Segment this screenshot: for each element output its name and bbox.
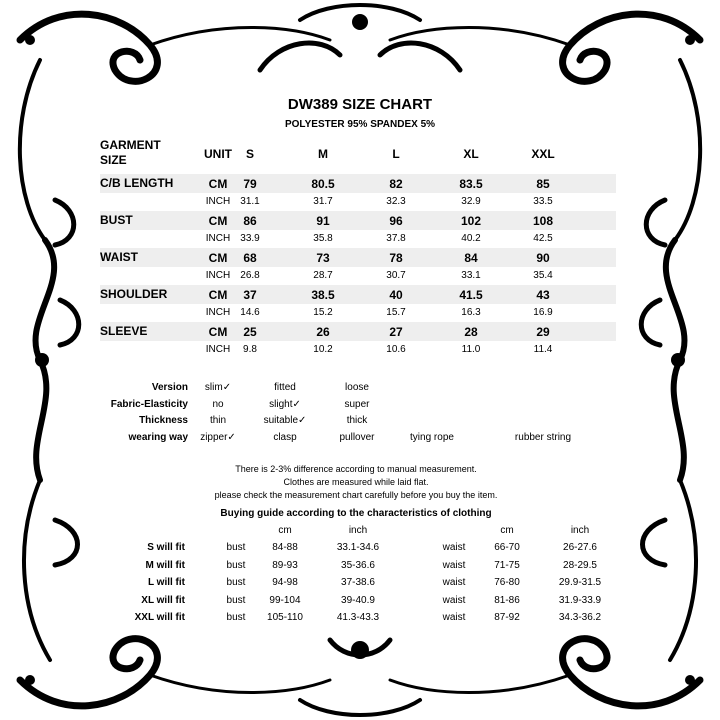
unit-cm: CM (208, 177, 228, 191)
attribute-option-selected: suitable✓ (263, 415, 307, 426)
size-header-xxl: XXL (531, 147, 555, 161)
note-line: please check the measurement chart carefully before you buy the item. (214, 490, 498, 500)
cm-value: 38.5 (311, 288, 335, 302)
inch-value: 40.2 (461, 233, 481, 244)
attribute-option: clasp (273, 431, 297, 443)
unit-inch: INCH (205, 270, 231, 281)
cm-value: 85 (536, 177, 550, 191)
attribute-option: super (344, 398, 370, 410)
inch-value: 15.2 (313, 307, 333, 318)
inch-value: 37.8 (386, 233, 406, 244)
attribute-option: tying rope (410, 431, 454, 443)
guide-unit-cm: cm (278, 525, 292, 536)
inch-value: 35.8 (313, 233, 333, 244)
unit-inch: INCH (205, 307, 231, 318)
inch-value: 9.8 (243, 344, 257, 355)
cm-value: 84 (464, 251, 478, 265)
inch-value: 33.5 (533, 196, 553, 207)
measurement-label: SHOULDER (100, 287, 168, 301)
guide-waist-inch: 29.9-31.5 (558, 577, 602, 588)
unit-inch: INCH (205, 196, 231, 207)
attribute-option: no (212, 398, 224, 410)
measurement-label: BUST (100, 213, 133, 227)
cm-value: 83.5 (459, 177, 483, 191)
guide-bust-cm: 84-88 (272, 542, 298, 553)
attribute-option: thick (346, 415, 368, 426)
guide-fit-label: XL will fit (141, 594, 185, 606)
guide-waist-label: waist (442, 577, 466, 588)
cm-value: 40 (389, 288, 403, 302)
guide-unit-inch: inch (570, 525, 590, 536)
cm-value: 29 (536, 325, 550, 339)
cm-value: 90 (536, 251, 550, 265)
attribute-option: loose (345, 382, 369, 393)
guide-waist-cm: 66-70 (494, 542, 520, 553)
cm-value: 96 (389, 214, 403, 228)
size-header-s: S (245, 147, 254, 161)
inch-value: 32.9 (461, 196, 481, 207)
attribute-option: thin (209, 415, 227, 426)
cm-value: 102 (460, 214, 482, 228)
measurement-label: SLEEVE (100, 324, 148, 338)
inch-value: 16.3 (461, 307, 481, 318)
guide-waist-inch: 31.9-33.9 (558, 594, 602, 606)
attribute-option: fitted (274, 382, 296, 393)
inch-value: 32.3 (386, 196, 406, 207)
inch-value: 28.7 (313, 270, 333, 281)
cm-value: 68 (243, 251, 257, 265)
attribute-option-selected: slim✓ (204, 382, 232, 393)
cm-value: 73 (316, 251, 330, 265)
inch-value: 15.7 (386, 307, 406, 318)
inch-value: 33.9 (240, 233, 260, 244)
inch-value: 31.7 (313, 196, 333, 207)
size-header-m: M (318, 147, 328, 161)
guide-waist-cm: 76-80 (494, 577, 520, 588)
attribute-label: wearing way (128, 431, 188, 443)
inch-value: 35.4 (533, 270, 553, 281)
attribute-label: Fabric-Elasticity (110, 398, 188, 410)
inch-value: 10.2 (313, 344, 333, 355)
inch-value: 42.5 (533, 233, 553, 244)
cm-value: 80.5 (311, 177, 335, 191)
material-subtitle: POLYESTER 95% SPANDEX 5% (284, 119, 436, 130)
chart-title: DW389 SIZE CHART (287, 96, 433, 113)
attribute-option: rubber string (514, 431, 572, 443)
inch-value: 10.6 (386, 344, 406, 355)
guide-waist-label: waist (442, 612, 466, 623)
guide-bust-label: bust (226, 612, 246, 623)
guide-unit-cm: cm (500, 525, 514, 536)
garment-size-header: GARMENT SIZE (100, 138, 161, 167)
guide-fit-label: M will fit (145, 559, 185, 571)
inch-value: 11.4 (533, 344, 553, 355)
guide-waist-label: waist (442, 559, 466, 571)
measurement-label: C/B LENGTH (100, 176, 174, 190)
guide-bust-cm: 99-104 (269, 594, 301, 606)
guide-fit-label: S will fit (147, 542, 185, 553)
attribute-option: pullover (339, 431, 375, 443)
guide-bust-label: bust (226, 559, 246, 571)
inch-value: 11.0 (461, 344, 481, 355)
guide-waist-label: waist (442, 542, 466, 553)
guide-bust-label: bust (226, 542, 246, 553)
cm-value: 28 (464, 325, 478, 339)
inch-value: 16.9 (533, 307, 553, 318)
cm-value: 37 (243, 288, 257, 302)
unit-cm: CM (208, 251, 228, 265)
cm-value: 86 (243, 214, 257, 228)
note-line: There is 2-3% difference according to manual measurement. (235, 464, 477, 474)
cm-value: 41.5 (459, 288, 483, 302)
cm-value: 25 (243, 325, 257, 339)
guide-bust-cm: 94-98 (272, 577, 298, 588)
guide-bust-cm: 89-93 (272, 559, 298, 571)
inch-value: 14.6 (240, 307, 260, 318)
attribute-label: Version (151, 382, 188, 393)
cm-value: 43 (536, 288, 550, 302)
cm-value: 27 (389, 325, 403, 339)
guide-waist-inch: 34.3-36.2 (558, 612, 602, 623)
unit-cm: CM (208, 288, 228, 302)
guide-bust-inch: 33.1-34.6 (336, 542, 380, 553)
guide-fit-label: L will fit (147, 577, 185, 588)
guide-fit-label: XXL will fit (134, 612, 185, 623)
guide-bust-label: bust (226, 577, 246, 588)
inch-value: 33.1 (461, 270, 481, 281)
cm-value: 26 (316, 325, 330, 339)
note-line: Clothes are measured while laid flat. (283, 477, 429, 487)
cm-value: 91 (316, 214, 330, 228)
unit-cm: CM (208, 325, 228, 339)
guide-bust-inch: 41.3-43.3 (336, 612, 380, 623)
guide-unit-inch: inch (348, 525, 368, 536)
cm-value: 108 (532, 214, 554, 228)
guide-waist-cm: 71-75 (494, 559, 520, 571)
inch-value: 30.7 (386, 270, 406, 281)
size-header-xl: XL (463, 147, 479, 161)
unit-header: UNIT (204, 147, 232, 161)
guide-waist-label: waist (442, 594, 466, 606)
cm-value: 78 (389, 251, 403, 265)
unit-inch: INCH (205, 344, 231, 355)
guide-bust-inch: 39-40.9 (341, 594, 375, 606)
attribute-label: Thickness (139, 415, 188, 426)
guide-waist-inch: 28-29.5 (563, 559, 597, 571)
size-header-l: L (392, 147, 400, 161)
guide-bust-inch: 37-38.6 (341, 577, 375, 588)
attribute-option-selected: zipper✓ (200, 431, 236, 443)
guide-waist-cm: 87-92 (494, 612, 520, 623)
inch-value: 26.8 (240, 270, 260, 281)
guide-waist-inch: 26-27.6 (563, 542, 597, 553)
buying-guide-title: Buying guide according to the characteristics of clothing (220, 508, 492, 519)
guide-waist-cm: 81-86 (494, 594, 520, 606)
guide-bust-inch: 35-36.6 (341, 559, 375, 571)
attribute-option-selected: slight✓ (269, 398, 301, 410)
measurement-label: WAIST (100, 250, 138, 264)
cm-value: 82 (389, 177, 403, 191)
guide-bust-label: bust (226, 594, 246, 606)
unit-inch: INCH (205, 233, 231, 244)
inch-value: 31.1 (240, 196, 260, 207)
cm-value: 79 (243, 177, 257, 191)
unit-cm: CM (208, 214, 228, 228)
guide-bust-cm: 105-110 (267, 612, 303, 623)
